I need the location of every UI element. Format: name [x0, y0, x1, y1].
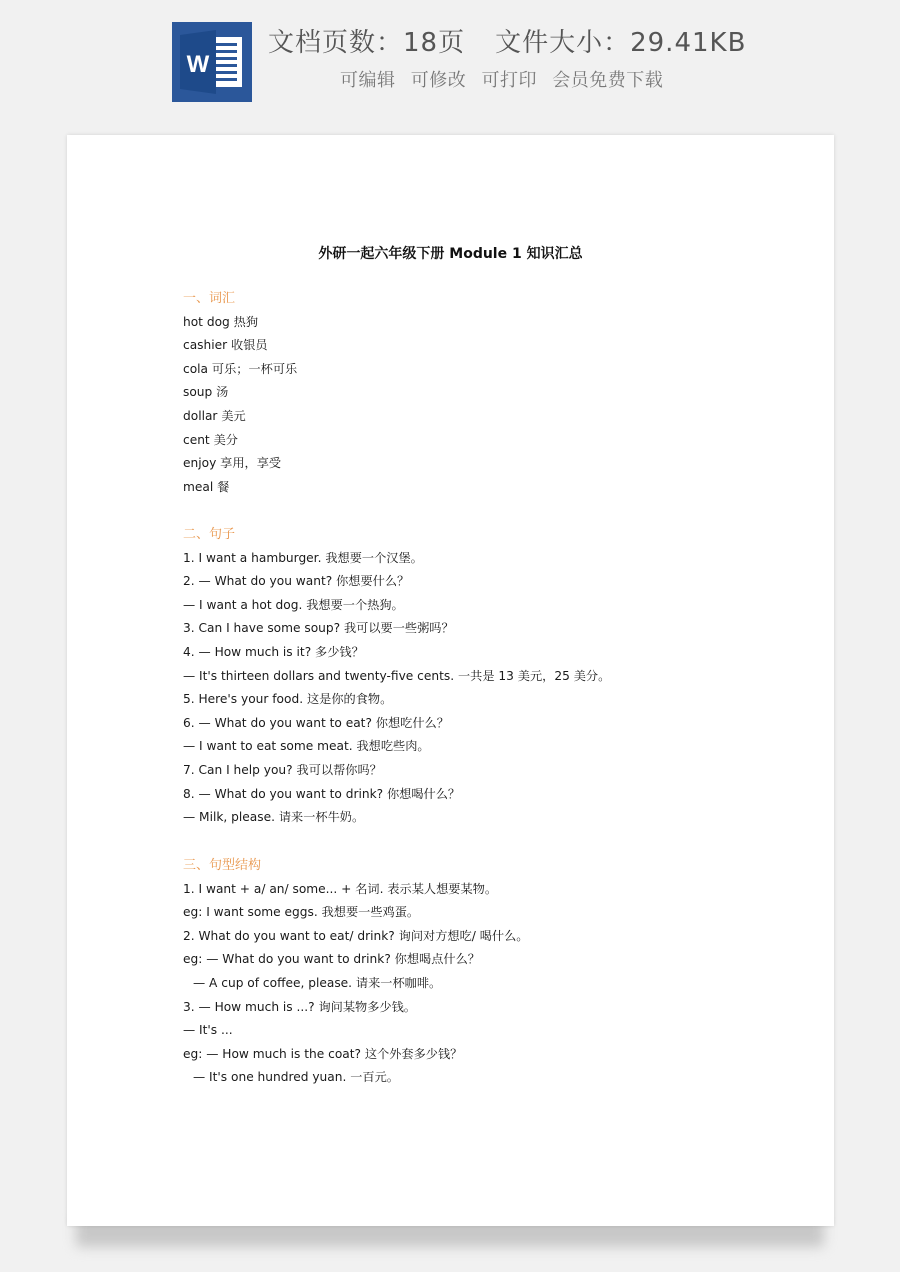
sentence-line: 8. — What do you want to drink? 你想喝什么？ — [183, 786, 461, 801]
pattern-line: 2. What do you want to eat/ drink? 询问对方想吃/ 喝什么。 — [183, 928, 529, 943]
pattern-line: — A cup of coffee, please. 请来一杯咖啡。 — [193, 975, 442, 990]
vocab-item: meal 餐 — [183, 479, 230, 494]
sentence-line: — I want to eat some meat. 我想吃些肉。 — [183, 739, 430, 754]
sentence-line: 7. Can I help you? 我可以帮你吗？ — [183, 762, 382, 777]
pattern-line: eg: — How much is the coat? 这个外套多少钱？ — [183, 1046, 463, 1061]
pattern-line: eg: — What do you want to drink? 你想喝点什么？ — [183, 952, 480, 967]
sentences-section — [183, 523, 610, 830]
pattern-line: — It's one hundred yuan. 一百元。 — [193, 1070, 399, 1085]
section-heading: 二、句子 — [183, 527, 236, 542]
sentence-patterns-section — [183, 854, 529, 1090]
svg-text:W: W — [186, 51, 210, 78]
feature-list — [340, 66, 672, 92]
document-stats — [268, 22, 746, 59]
sentence-line: 5. Here's your food. 这是你的食物。 — [183, 692, 393, 707]
sentence-line: 6. — What do you want to eat? 你想吃什么？ — [183, 715, 449, 730]
vocabulary-section — [183, 287, 297, 499]
document-page — [67, 135, 834, 1226]
sentence-line: 1. I want a hamburger. 我想要一个汉堡。 — [183, 550, 423, 565]
vocab-item: hot dog 热狗 — [183, 314, 259, 329]
vocab-item: cent 美分 — [183, 432, 238, 447]
feature-printable: 可打印 — [481, 70, 537, 91]
page-count-label: 文档页数：18页 — [268, 28, 466, 58]
sentence-line: — Milk, please. 请来一杯牛奶。 — [183, 810, 365, 825]
section-heading: 三、句型结构 — [183, 858, 262, 873]
sentence-line: 2. — What do you want? 你想要什么？ — [183, 574, 410, 589]
pattern-line: 1. I want + a/ an/ some... + 名词. 表示某人想要某物。 — [183, 881, 498, 896]
feature-modifiable: 可修改 — [410, 70, 467, 91]
pattern-line: eg: I want some eggs. 我想要一些鸡蛋。 — [183, 905, 420, 920]
feature-free-download: 会员免费下载 — [552, 70, 664, 91]
file-size-label: 文件大小：29.41KB — [495, 28, 747, 58]
pattern-line: 3. — How much is ...? 询问某物多少钱。 — [183, 999, 416, 1014]
sentence-line: — I want a hot dog. 我想要一个热狗。 — [183, 597, 404, 612]
vocab-item: cashier 收银员 — [183, 338, 268, 353]
sentence-line: 4. — How much is it? 多少钱？ — [183, 644, 364, 659]
document-title: 外研一起六年级下册 Module 1 知识汇总 — [318, 246, 583, 262]
sentence-line: 3. Can I have some soup? 我可以要一些粥吗？ — [183, 621, 454, 636]
word-document-icon — [172, 22, 252, 102]
vocab-item: dollar 美元 — [183, 408, 246, 423]
sentence-line: — It's thirteen dollars and twenty-five cents. 一共是 13 美元，25 美分。 — [183, 668, 611, 683]
download-header — [0, 0, 900, 120]
pattern-line: — It's ... — [183, 1023, 233, 1038]
vocab-item: enjoy 享用，享受 — [183, 456, 282, 471]
vocab-item: soup 汤 — [183, 385, 229, 400]
vocab-item: cola 可乐；一杯可乐 — [183, 361, 298, 376]
section-heading: 一、词汇 — [183, 291, 236, 306]
feature-editable: 可编辑 — [340, 70, 396, 91]
